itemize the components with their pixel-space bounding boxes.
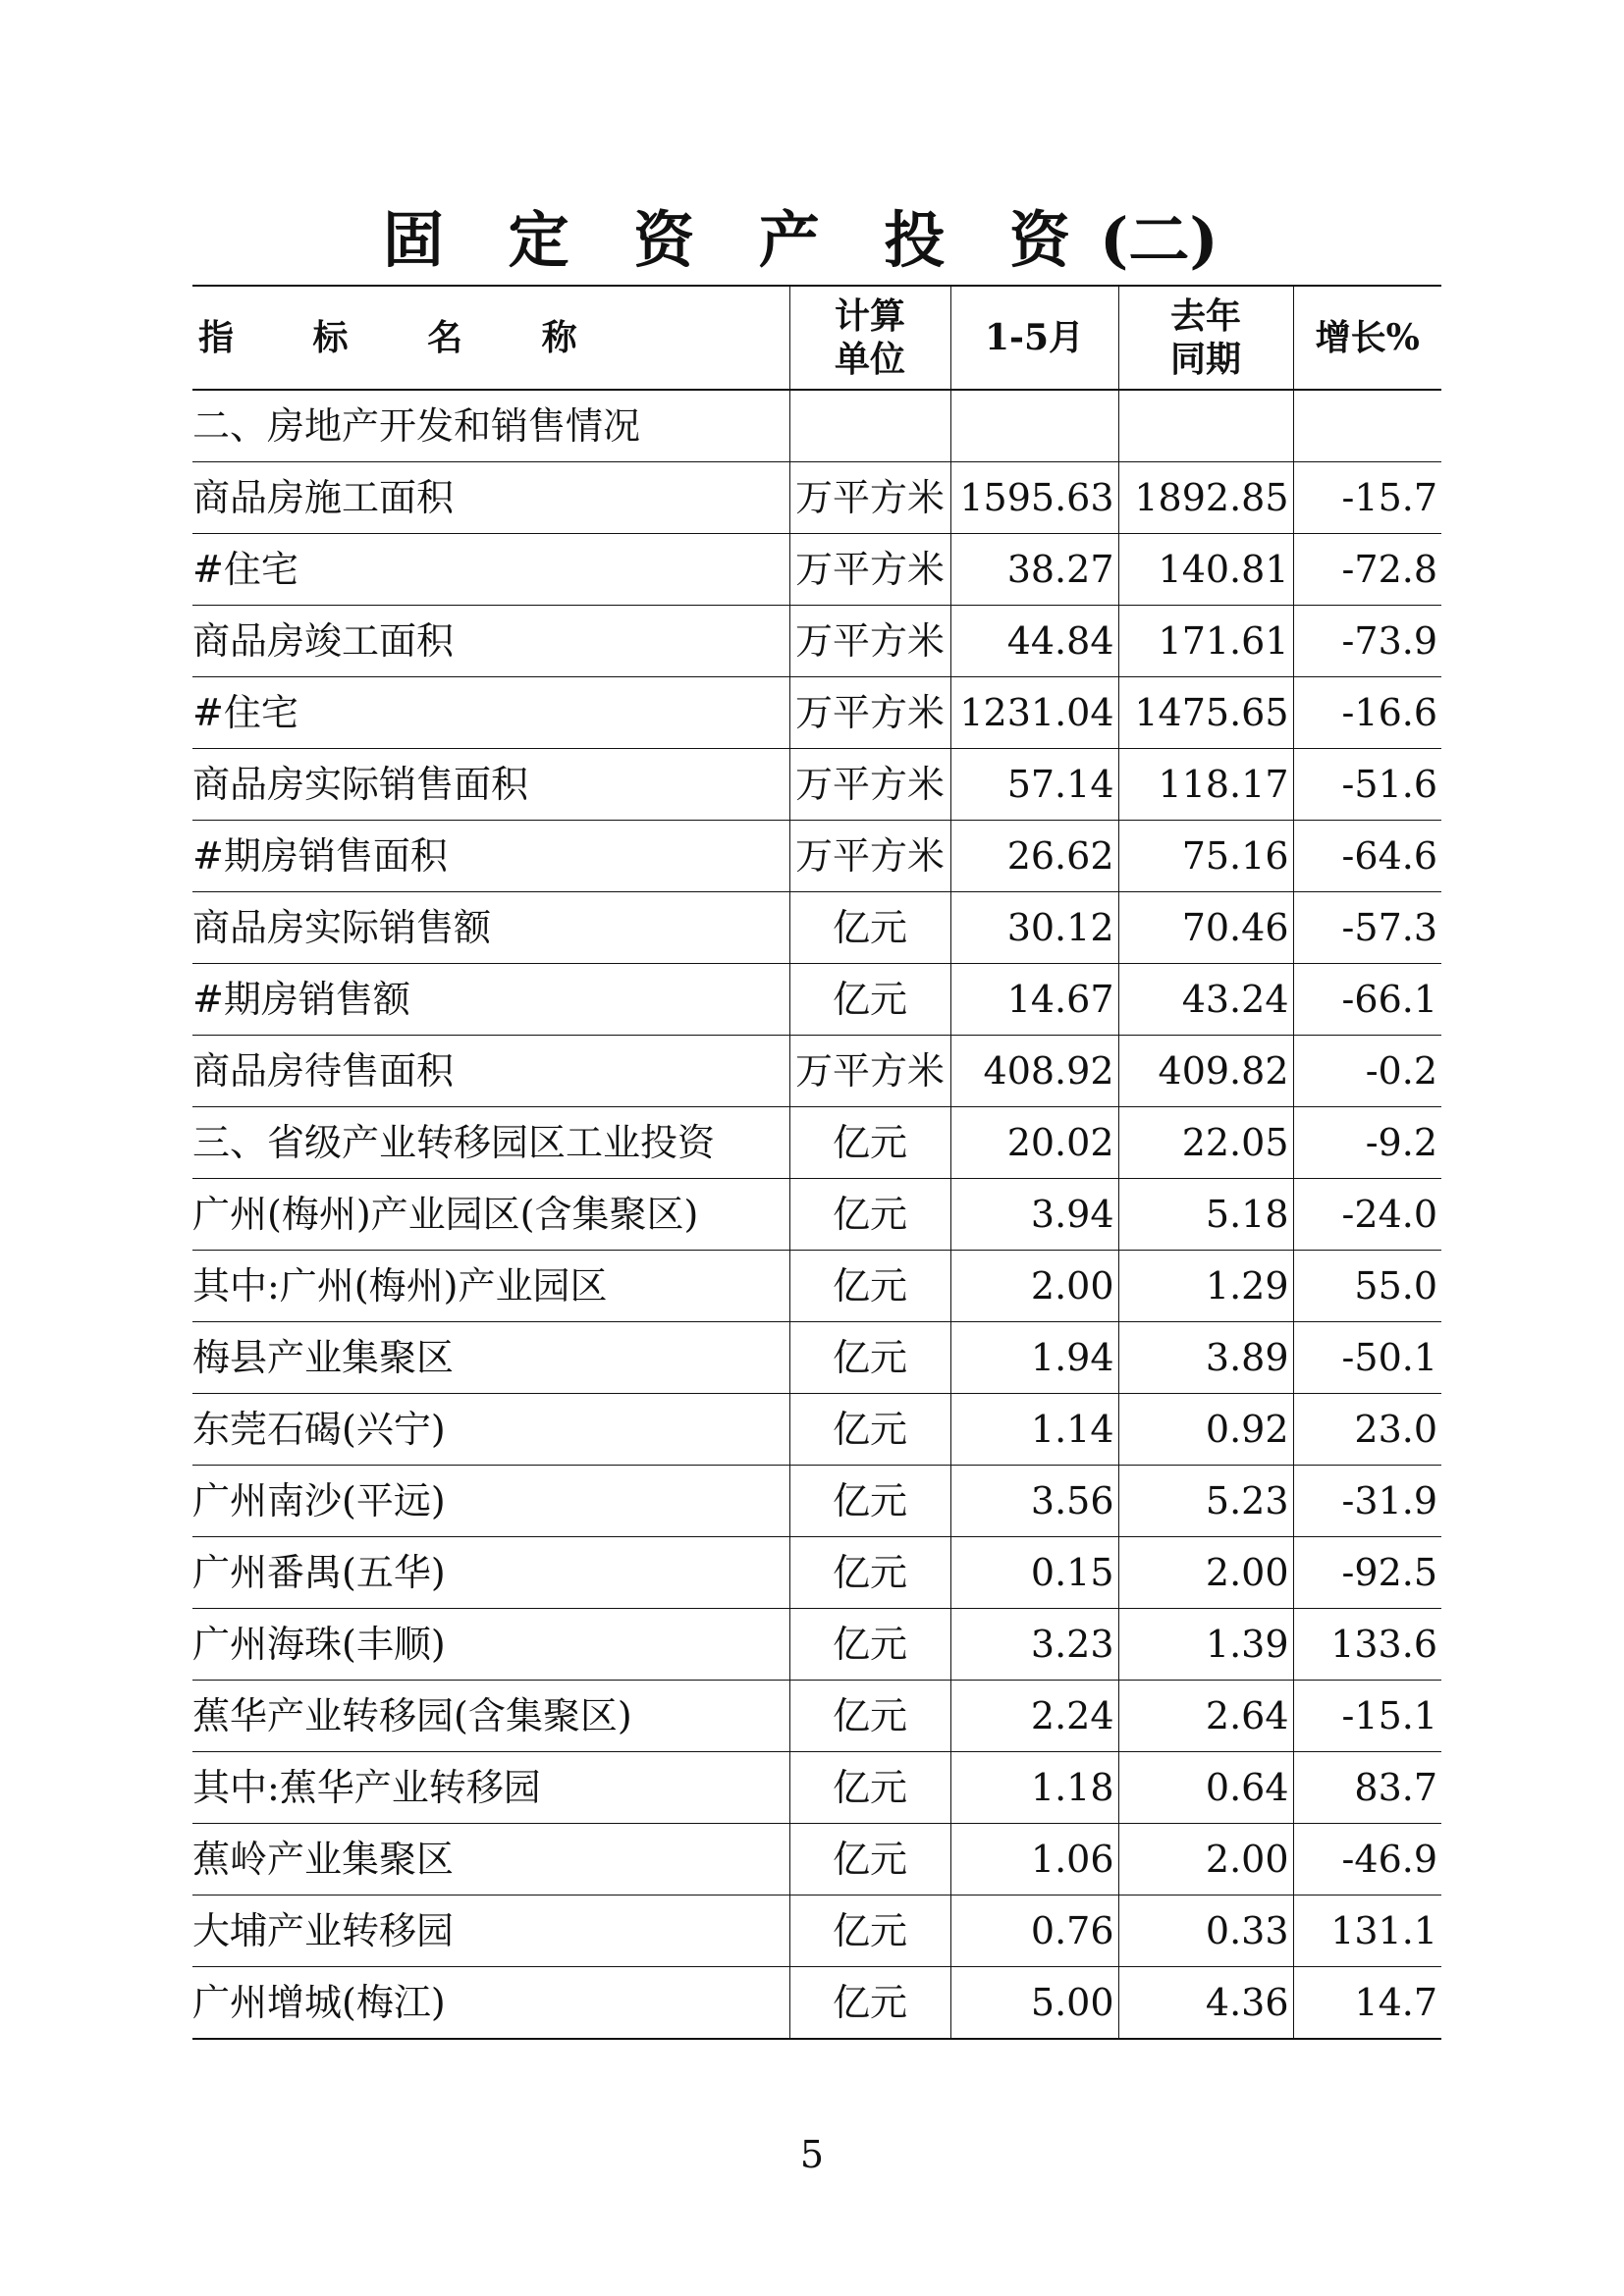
unit-cell: 万平方米: [789, 1036, 950, 1107]
growth-cell: 131.1: [1293, 1896, 1441, 1967]
header-growth: 增长%: [1293, 286, 1441, 390]
current-value-cell: [950, 390, 1118, 462]
indicator-name-cell: 东莞石碣(兴宁): [192, 1394, 789, 1466]
current-value-cell: 2.00: [950, 1251, 1118, 1322]
unit-cell: 万平方米: [789, 462, 950, 534]
previous-value-cell: 22.05: [1118, 1107, 1293, 1179]
unit-cell: 亿元: [789, 1394, 950, 1466]
previous-value-cell: 171.61: [1118, 606, 1293, 677]
header-indicator-name: 指 标 名 称: [192, 286, 789, 390]
current-value-cell: 20.02: [950, 1107, 1118, 1179]
previous-value-cell: [1118, 390, 1293, 462]
table-row: [192, 1681, 1441, 1752]
unit-cell: 亿元: [789, 1179, 950, 1251]
growth-cell: -51.6: [1293, 749, 1441, 821]
title-char: 资: [1008, 204, 1070, 276]
indicator-name-cell: 其中:广州(梅州)产业园区: [192, 1251, 789, 1322]
indicator-name-cell: #期房销售额: [192, 964, 789, 1036]
title-char: 定: [508, 204, 569, 276]
current-value-cell: 26.62: [950, 821, 1118, 892]
table-row: [192, 1107, 1441, 1179]
page-number: 5: [799, 2133, 825, 2176]
table-row: [192, 1322, 1441, 1394]
growth-cell: -9.2: [1293, 1107, 1441, 1179]
current-value-cell: 14.67: [950, 964, 1118, 1036]
table-row: [192, 1179, 1441, 1251]
title-char: 固: [383, 204, 445, 276]
current-value-cell: 0.76: [950, 1896, 1118, 1967]
indicator-name-cell: 蕉岭产业集聚区: [192, 1824, 789, 1896]
growth-cell: [1293, 390, 1441, 462]
indicator-name-cell: 商品房实际销售面积: [192, 749, 789, 821]
previous-value-cell: 2.64: [1118, 1681, 1293, 1752]
previous-value-cell: 3.89: [1118, 1322, 1293, 1394]
table-row: [192, 1466, 1441, 1537]
indicator-name-cell: 二、房地产开发和销售情况: [192, 390, 789, 462]
previous-value-cell: 409.82: [1118, 1036, 1293, 1107]
current-value-cell: 0.15: [950, 1537, 1118, 1609]
unit-cell: [789, 390, 950, 462]
previous-value-cell: 75.16: [1118, 821, 1293, 892]
unit-cell: 万平方米: [789, 534, 950, 606]
table-row: [192, 1394, 1441, 1466]
unit-cell: 亿元: [789, 1967, 950, 2040]
table-row: [192, 964, 1441, 1036]
unit-cell: 亿元: [789, 1466, 950, 1537]
unit-cell: 万平方米: [789, 821, 950, 892]
growth-cell: -66.1: [1293, 964, 1441, 1036]
indicator-name-cell: 大埔产业转移园: [192, 1896, 789, 1967]
indicator-name-cell: #期房销售面积: [192, 821, 789, 892]
indicator-name-cell: 广州增城(梅江): [192, 1967, 789, 2040]
current-value-cell: 5.00: [950, 1967, 1118, 2040]
title-char: 投: [884, 204, 946, 276]
current-value-cell: 1.18: [950, 1752, 1118, 1824]
previous-value-cell: 43.24: [1118, 964, 1293, 1036]
current-value-cell: 1.14: [950, 1394, 1118, 1466]
previous-value-cell: 5.18: [1118, 1179, 1293, 1251]
indicator-name-cell: 广州(梅州)产业园区(含集聚区): [192, 1179, 789, 1251]
table-row: [192, 892, 1441, 964]
title-char: 产: [758, 204, 820, 276]
table-body: [192, 390, 1441, 2039]
indicator-name-cell: #住宅: [192, 677, 789, 749]
previous-value-cell: 1892.85: [1118, 462, 1293, 534]
title-char: 资: [633, 204, 695, 276]
unit-cell: 亿元: [789, 1896, 950, 1967]
unit-cell: 亿元: [789, 964, 950, 1036]
current-value-cell: 57.14: [950, 749, 1118, 821]
current-value-cell: 30.12: [950, 892, 1118, 964]
table-row: [192, 462, 1441, 534]
previous-value-cell: 0.33: [1118, 1896, 1293, 1967]
previous-value-cell: 5.23: [1118, 1466, 1293, 1537]
title-suffix: (二): [1100, 204, 1218, 276]
table-row: [192, 606, 1441, 677]
header-unit: 计算 单位: [789, 286, 950, 390]
current-value-cell: 3.23: [950, 1609, 1118, 1681]
current-value-cell: 38.27: [950, 534, 1118, 606]
current-value-cell: 1595.63: [950, 462, 1118, 534]
indicator-name-cell: 商品房实际销售额: [192, 892, 789, 964]
table-row: [192, 1609, 1441, 1681]
unit-cell: 万平方米: [789, 606, 950, 677]
table-row: [192, 1896, 1441, 1967]
growth-cell: -64.6: [1293, 821, 1441, 892]
table-row: [192, 1752, 1441, 1824]
previous-value-cell: 4.36: [1118, 1967, 1293, 2040]
previous-value-cell: 1.29: [1118, 1251, 1293, 1322]
previous-value-cell: 0.64: [1118, 1752, 1293, 1824]
indicator-name-cell: 商品房施工面积: [192, 462, 789, 534]
table-row: [192, 1537, 1441, 1609]
table-row: [192, 677, 1441, 749]
growth-cell: -72.8: [1293, 534, 1441, 606]
unit-cell: 亿元: [789, 1824, 950, 1896]
previous-value-cell: 1.39: [1118, 1609, 1293, 1681]
growth-cell: -73.9: [1293, 606, 1441, 677]
indicator-name-cell: 三、省级产业转移园区工业投资: [192, 1107, 789, 1179]
growth-cell: -16.6: [1293, 677, 1441, 749]
unit-cell: 亿元: [789, 892, 950, 964]
growth-cell: -92.5: [1293, 1537, 1441, 1609]
table-row: [192, 534, 1441, 606]
indicator-name-cell: 广州番禺(五华): [192, 1537, 789, 1609]
growth-cell: 14.7: [1293, 1967, 1441, 2040]
growth-cell: 133.6: [1293, 1609, 1441, 1681]
previous-value-cell: 2.00: [1118, 1537, 1293, 1609]
growth-cell: -15.7: [1293, 462, 1441, 534]
previous-value-cell: 0.92: [1118, 1394, 1293, 1466]
table-row: [192, 1824, 1441, 1896]
previous-value-cell: 1475.65: [1118, 677, 1293, 749]
current-value-cell: 1231.04: [950, 677, 1118, 749]
unit-cell: 亿元: [789, 1752, 950, 1824]
current-value-cell: 2.24: [950, 1681, 1118, 1752]
current-value-cell: 1.94: [950, 1322, 1118, 1394]
table-row: [192, 821, 1441, 892]
indicator-name-cell: 广州南沙(平远): [192, 1466, 789, 1537]
current-value-cell: 44.84: [950, 606, 1118, 677]
unit-cell: 万平方米: [789, 749, 950, 821]
indicator-name-cell: 其中:蕉华产业转移园: [192, 1752, 789, 1824]
unit-cell: 亿元: [789, 1681, 950, 1752]
unit-cell: 亿元: [789, 1322, 950, 1394]
current-value-cell: 3.94: [950, 1179, 1118, 1251]
investment-table: [192, 285, 1441, 2040]
table-row: [192, 749, 1441, 821]
growth-cell: -31.9: [1293, 1466, 1441, 1537]
table-row: [192, 1967, 1441, 2040]
growth-cell: 23.0: [1293, 1394, 1441, 1466]
table-row: [192, 1036, 1441, 1107]
unit-cell: 亿元: [789, 1537, 950, 1609]
table-row: [192, 1251, 1441, 1322]
previous-value-cell: 2.00: [1118, 1824, 1293, 1896]
title-characters: [383, 196, 1070, 285]
indicator-name-cell: #住宅: [192, 534, 789, 606]
growth-cell: 55.0: [1293, 1251, 1441, 1322]
growth-cell: 83.7: [1293, 1752, 1441, 1824]
current-value-cell: 1.06: [950, 1824, 1118, 1896]
unit-cell: 万平方米: [789, 677, 950, 749]
indicator-name-cell: 广州海珠(丰顺): [192, 1609, 789, 1681]
table-row: [192, 390, 1441, 462]
unit-cell: 亿元: [789, 1609, 950, 1681]
table-header-row: [192, 286, 1441, 390]
header-current-period: 1-5月: [950, 286, 1118, 390]
growth-cell: -57.3: [1293, 892, 1441, 964]
growth-cell: -46.9: [1293, 1824, 1441, 1896]
current-value-cell: 408.92: [950, 1036, 1118, 1107]
growth-cell: -24.0: [1293, 1179, 1441, 1251]
previous-value-cell: 118.17: [1118, 749, 1293, 821]
unit-cell: 亿元: [789, 1107, 950, 1179]
unit-cell: 亿元: [789, 1251, 950, 1322]
growth-cell: -0.2: [1293, 1036, 1441, 1107]
current-value-cell: 3.56: [950, 1466, 1118, 1537]
growth-cell: -50.1: [1293, 1322, 1441, 1394]
growth-cell: -15.1: [1293, 1681, 1441, 1752]
header-previous-period: 去年 同期: [1118, 286, 1293, 390]
previous-value-cell: 70.46: [1118, 892, 1293, 964]
previous-value-cell: 140.81: [1118, 534, 1293, 606]
page-title: [0, 196, 1624, 285]
indicator-name-cell: 蕉华产业转移园(含集聚区): [192, 1681, 789, 1752]
indicator-name-cell: 梅县产业集聚区: [192, 1322, 789, 1394]
indicator-name-cell: 商品房待售面积: [192, 1036, 789, 1107]
indicator-name-cell: 商品房竣工面积: [192, 606, 789, 677]
